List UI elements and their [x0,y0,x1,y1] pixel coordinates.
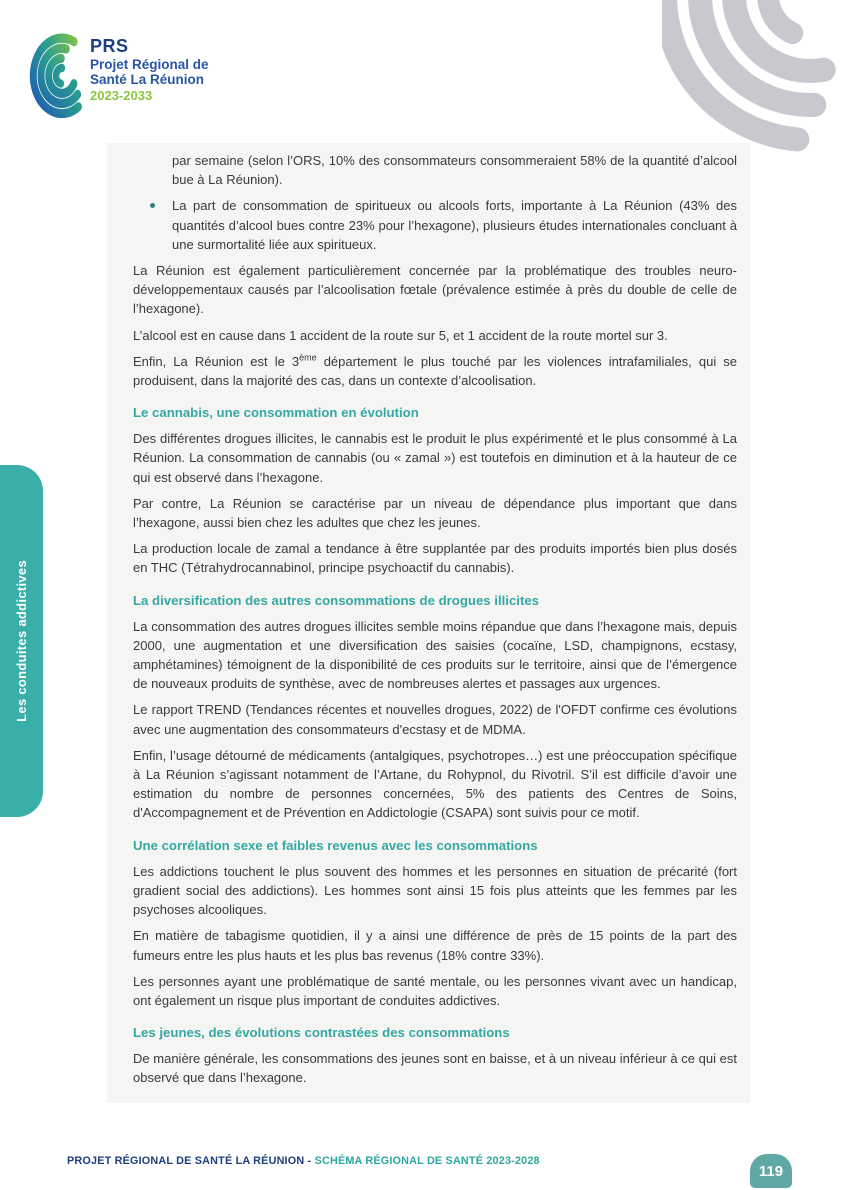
page-number: 119 [758,1162,784,1180]
chapter-tab-label: Les conduites addictives [14,560,29,722]
page-number-badge [750,1154,792,1188]
logo-title-line1: Projet Régional de [90,56,209,72]
bullet-item [133,196,737,254]
logo-years: 2023-2033 [90,87,153,103]
footer-title [67,1155,540,1167]
logo-title-line2: Santé La Réunion [90,72,205,88]
paragraph: La Réunion est également particulièrement concernée par la problématique des troubles neuro-développementaux causés par l’alcoolisation fœtale (prévalence estimée à près du double de celle de l’hexagone). [133,263,737,317]
paragraph: Les addictions touchent le plus souvent des hommes et les personnes en situation de précarité (fort gradient social des addictions). Les hommes sont ainsi 15 fois plus atteints que les femmes par les psychoses alcooliques. [133,863,737,918]
logo-acronym: PRS [90,36,129,56]
paragraph-text: département le plus touché par les violences intrafamiliales, qui se produisent, dans la majorité des cas, dans un contexte d’alcoolisation. [133,353,737,389]
content-panel [107,143,750,1103]
paragraph: En matière de tabagisme quotidien, il y a ainsi une différence de près de 15 points de la part des fumeurs entre les plus hauts et les plus bas revenus (18% contre 33%). [133,928,737,963]
prs-logo-arcs-icon [27,28,97,120]
paragraph [133,352,737,390]
chapter-tab [0,465,43,817]
prs-logo-text [90,36,209,104]
paragraph: Enfin, l’usage détourné de médicaments (antalgiques, psychotropes…) est une préoccupation spécifique à La Réunion s’agissant notamment de l’Artane, du Rohypnol, du Rivotril. S’il est difficile d’avoir une estimation du nombre de personnes concernées, 5% des patients des Centres de Soins, d'Accompagnement et de Prévention en Addictologie (CSAPA) sont suivis pour ce motif. [133,747,737,821]
section-heading: Le cannabis, une consommation en évolution [133,405,419,421]
paragraph: Les personnes ayant une problématique de santé mentale, ou les personnes vivant avec un handicap, ont également un risque plus important de conduites addictives. [133,973,737,1008]
paragraph: La consommation des autres drogues illicites semble moins répandue que dans l’hexagone mais, depuis 2000, une augmentation et une diversification des saisies (cocaïne, LSD, champignons, ecstasy, amphétamines) témoignent de la disponibilité de ces produits sur le territoire, ainsi que de l’émergence de nouveaux produits de synthèse, avec de nombreuses alertes et passages aux urgences. [133,618,737,692]
section-heading: La diversification des autres consommations de drogues illicites [133,592,539,608]
superscript: ème [299,352,317,363]
section-heading: Les jeunes, des évolutions contrastées des consommations [133,1025,510,1041]
footer-title-navy: PROJET RÉGIONAL DE SANTÉ LA RÉUNION - [67,1155,315,1167]
bullet-dot-icon [150,203,155,208]
paragraph: par semaine (selon l’ORS, 10% des consommateurs consommeraient 58% de la quantité d’alcool bue à La Réunion). [172,153,737,188]
paragraph: Par contre, La Réunion se caractérise par un niveau de dépendance plus important que dans l’hexagone, aussi bien chez les adultes que chez les jeunes. [133,495,737,531]
paragraph: Des différentes drogues illicites, le cannabis est le produit le plus expérimenté et le plus consommé à La Réunion. La consommation de cannabis (ou « zamal ») est toutefois en diminution et à la hauteur de ce qui est observé dans l’hexagone. [133,431,737,485]
paragraph: La production locale de zamal a tendance à être supplantée par des produits importés bien plus dosés en THC (Tétrahydrocannabinol, principe psychoactif du cannabis). [133,541,737,576]
section-heading: Une corrélation sexe et faibles revenus avec les consommations [133,837,538,853]
paragraph-text: Enfin, La Réunion est le 3 [133,353,300,369]
footer-title-teal: SCHÉMA RÉGIONAL DE SANTÉ 2023-2028 [314,1155,540,1167]
paragraph: L’alcool est en cause dans 1 accident de la route sur 5, et 1 accident de la route mortel sur 3. [133,327,668,343]
paragraph: Le rapport TREND (Tendances récentes et nouvelles drogues, 2022) de l'OFDT confirme ces évolutions avec une augmentation des consommateurs d'ecstasy et de MDMA. [133,702,737,737]
paragraph: De manière générale, les consommations des jeunes sont en baisse, et à un niveau inférieur à ce qui est observé que dans l’hexagone. [133,1051,737,1086]
bullet-text: La part de consommation de spiritueux ou alcools forts, importante à La Réunion (43% des quantités d’alcool bues contre 23% pour l’hexagone), plusieurs études internationales concluant à une surmortalité liée aux spiritueux. [172,198,737,252]
